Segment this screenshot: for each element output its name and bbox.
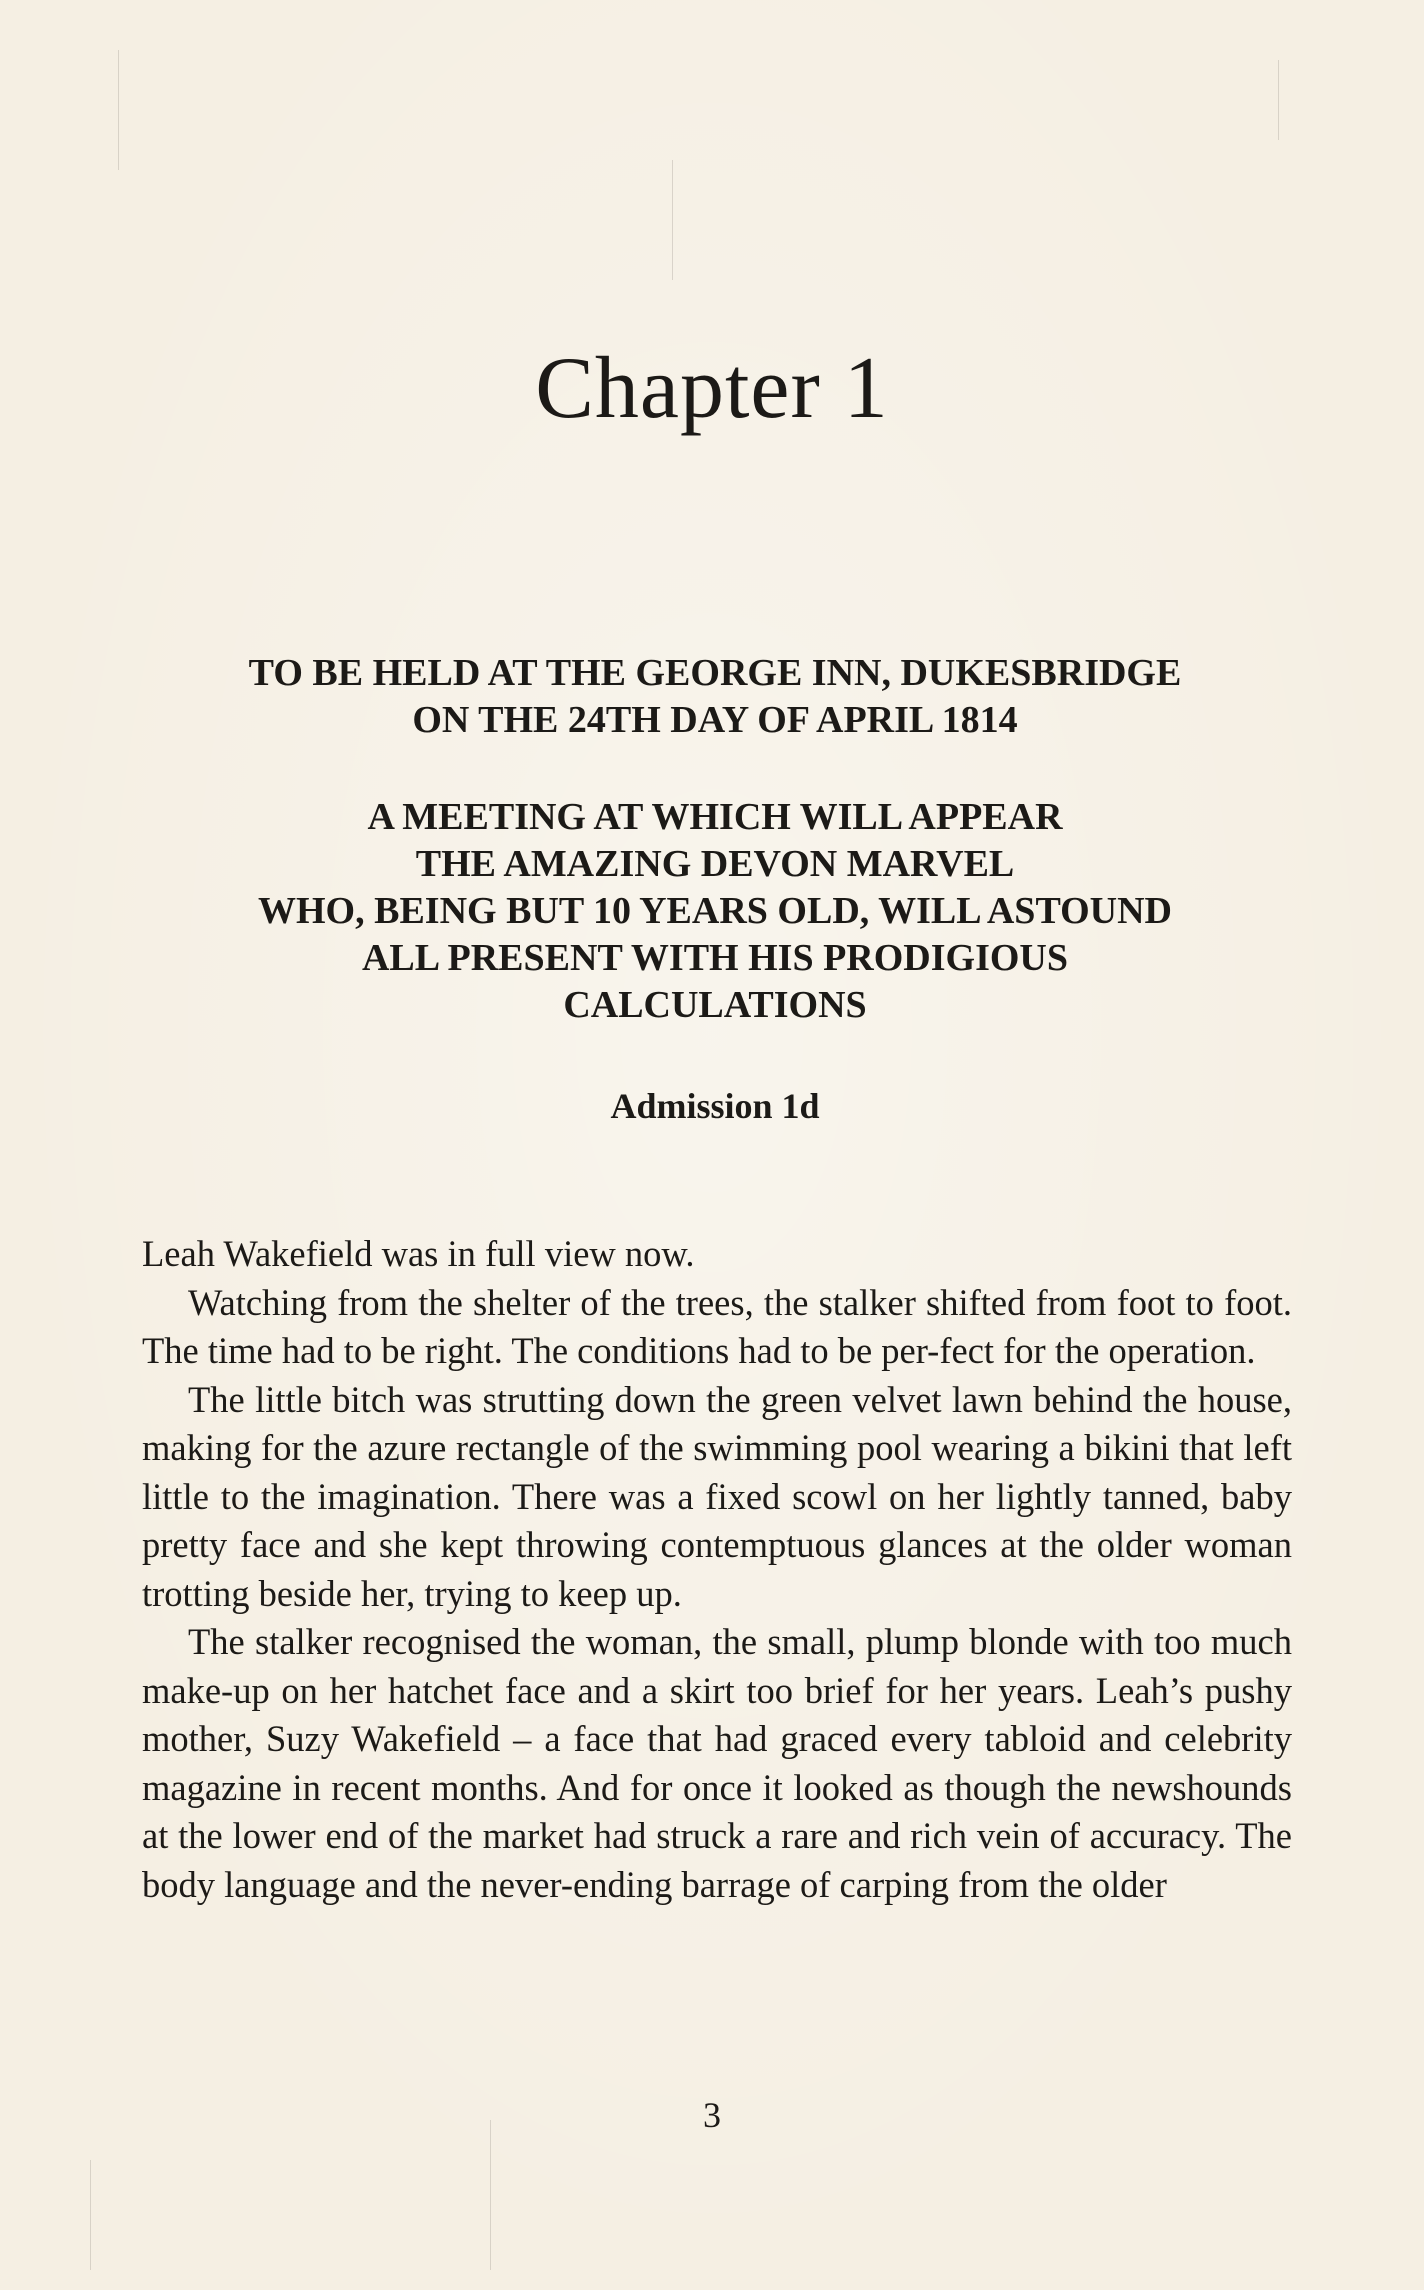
paragraph: The stalker recognised the woman, the small, plump blonde with too much make-up on her hatchet face and a skirt too brief for her years. Leah’s pushy mother, Suzy Wakefield – a face that had graced every tabloid and celebrity magazine in recent months. And for once it looked as though the newshounds at the lower end of the market had struck a rare and rich vein of accuracy. The body language and the never-ending barrage of carping from the older xyxy=(142,1621,1292,1905)
notice-line: A MEETING AT WHICH WILL APPEAR xyxy=(367,796,1063,838)
paper-crease xyxy=(118,50,119,170)
notice-line: WHO, BEING BUT 10 YEARS OLD, WILL ASTOUND xyxy=(257,890,1172,932)
paper-crease xyxy=(90,2160,91,2270)
event-notice-heading xyxy=(140,650,1290,744)
paper-crease xyxy=(1278,60,1279,140)
paragraph: Leah Wakefield was in full view now. xyxy=(142,1233,695,1274)
paragraph: Watching from the shelter of the trees, the stalker shifted from foot to foot. The time had to be right. The conditions had to be per-fect for the operation. xyxy=(142,1281,1292,1371)
body-text xyxy=(142,1230,1292,1909)
paper-crease xyxy=(672,160,673,280)
notice-line: ON THE 24TH DAY OF APRIL 1814 xyxy=(412,699,1018,741)
notice-line: THE AMAZING DEVON MARVEL xyxy=(415,843,1015,885)
event-notice-description xyxy=(140,794,1290,1029)
notice-line: TO BE HELD AT THE GEORGE INN, DUKESBRIDGE xyxy=(248,652,1182,694)
chapter-title: Chapter 1 xyxy=(535,340,889,437)
page-number: 3 xyxy=(703,2095,721,2135)
notice-line: CALCULATIONS xyxy=(563,984,867,1026)
paper-crease xyxy=(490,2120,491,2270)
paragraph: The little bitch was strutting down the green velvet lawn behind the house, making for the azure rectangle of the swimming pool wearing a bikini that left little to the imagination. There was a fixed scowl on her lightly tanned, baby pretty face and she kept throwing contemptuous glances at the older woman trotting beside her, trying to keep up. xyxy=(142,1378,1292,1614)
admission-price: Admission 1d xyxy=(610,1086,820,1126)
notice-line: ALL PRESENT WITH HIS PRODIGIOUS xyxy=(361,937,1069,979)
